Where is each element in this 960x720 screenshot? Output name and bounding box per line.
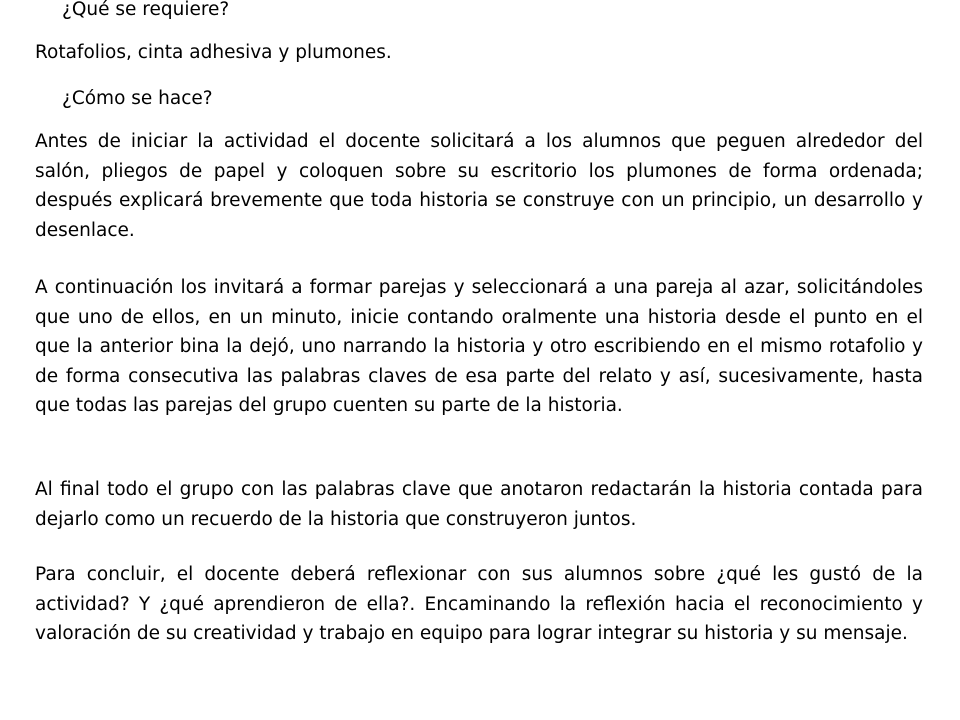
paragraph-pairs: A continuación los invitará a formar parejas y seleccionará a una pareja al azar, solicitándoles que uno de ellos, en un minuto, inicie contando oralmente una historia desde el punto en el que la anterior bina la dejó, uno narrando la historia y otro escribiendo en el mismo rotafolio y de forma consecutiva las palabras claves de esa parte del relato y así, sucesivamente, hasta que todas las parejas del grupo cuenten su parte de la historia. [35,277,923,417]
heading-requirements: ¿Qué se requiere? [62,0,230,20]
materials-text: Rotafolios, cinta adhesiva y plumones. [35,42,392,63]
paragraph-final: Al final todo el grupo con las palabras clave que anotaron redactarán la historia contada para dejarlo como un recuerdo de la historia que construyeron juntos. [35,479,923,530]
paragraph-conclusion: Para concluir, el docente deberá reflexionar con sus alumnos sobre ¿qué les gustó de la actividad? Y ¿qué aprendieron de ella?. Encaminando la reflexión hacia el reconocimiento y valoración de su creatividad y trabajo en equipo para lograr integrar su historia y su mensaje. [35,564,923,645]
heading-how: ¿Cómo se hace? [62,88,213,109]
paragraph-intro: Antes de iniciar la actividad el docente solicitará a los alumnos que peguen alrededor del salón, pliegos de papel y coloquen sobre su escritorio los plumones de forma ordenada; después explicará brevemente que toda historia se construye con un principio, un desarrollo y desenlace. [35,131,923,241]
